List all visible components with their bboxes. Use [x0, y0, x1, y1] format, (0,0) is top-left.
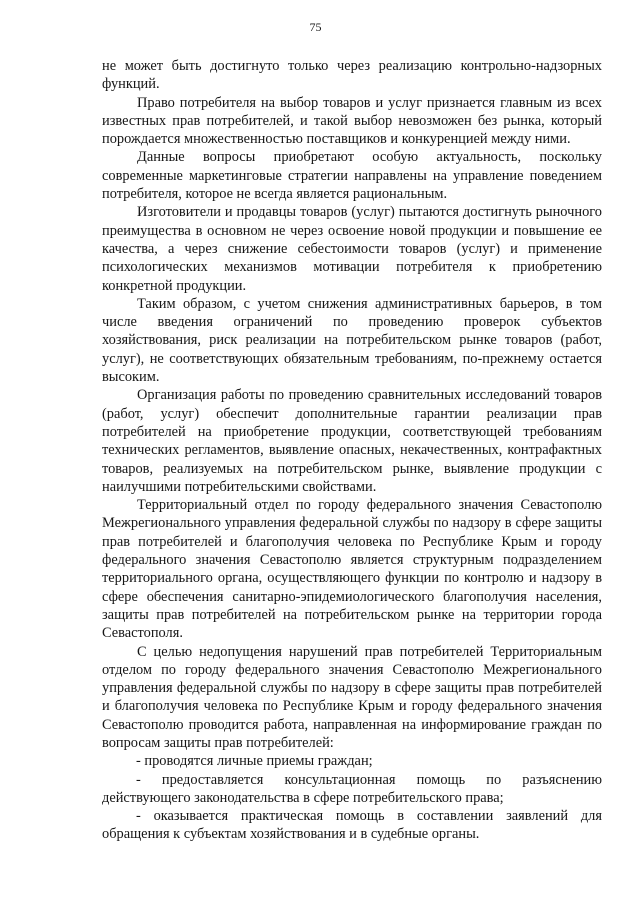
- page-number: 75: [309, 20, 322, 34]
- paragraph-consumer-choice: Право потребителя на выбор товаров и услуг признается главным из всех известных прав потребителей, и такой выбор невозможен без рынка, который порождается множественностью поставщиков и конкуренцией между ними.: [102, 94, 602, 148]
- paragraph-informing-citizens: С целью недопущения нарушений прав потребителей Территориальным отделом по городу федерального значения Севастополю Межрегионального управления федеральной службы по надзору в сфере защиты прав потребителей и благополучия человека по Республике Крым и городу федерального значения Севастополю проводится работа, направленная на информирование граждан по вопросам защиты прав потребителей:: [102, 643, 602, 751]
- list-item-consultation: - предоставляется консультационная помощь по разъяснению действующего законодательства в сфере потребительского права;: [102, 771, 602, 806]
- paragraph-manufacturers: Изготовители и продавцы товаров (услуг) пытаются достигнуть рыночного преимущества в основном не через освоение новой продукции и повышение ее качества, а через снижение себестоимости товаров (услуг) и применение психологических механизмов мотивации потребителя к приобретению конкретной продукции.: [102, 204, 602, 294]
- paragraph-territorial-department: Территориальный отдел по городу федерального значения Севастополю Межрегионального управления федеральной службы по надзору в сфере защиты прав потребителей и благополучия человека по Республике Крым и городу федерального значения Севастополю является структурным подразделением территориального органа, осуществляющего функции по контролю и надзору в сфере обеспечения санитарно-эпидемиологического благополучия населения, защиты прав потребителей на потребительском рынке на территории города Севастополя.: [102, 497, 602, 642]
- paragraph-continuation: не может быть достигнуто только через реализацию контрольно-надзорных функций.: [102, 58, 602, 93]
- paragraph-marketing: Данные вопросы приобретают особую актуальность, поскольку современные маркетинговые стратегии направлены на управление поведением потребителя, которое не всегда является рациональным.: [102, 149, 602, 203]
- list-item-personal-receptions: - проводятся личные приемы граждан;: [136, 753, 373, 770]
- paragraph-comparative-research: Организация работы по проведению сравнительных исследований товаров (работ, услуг) обеспечит дополнительные гарантии реализации прав потребителей на приобретение продукции, соответствующей требованиям технических регламентов, выявление опасных, некачественных, контрафактных товаров, реализуемых на потребительском рынке, выявление продукции с наилучшими потребительскими свойствами.: [102, 387, 602, 495]
- list-item-practical-help: - оказывается практическая помощь в составлении заявлений для обращения к субъектам хозяйствования и в судебные органы.: [102, 808, 602, 843]
- document-body: [102, 57, 602, 844]
- paragraph-risk: Таким образом, с учетом снижения административных барьеров, в том числе введения ограничений по проведению проверок субъектов хозяйствования, риск реализации на потребительском рынке товаров (работ, услуг), не соответствующих обязательным требованиям, по-прежнему остается высоким.: [102, 295, 602, 386]
